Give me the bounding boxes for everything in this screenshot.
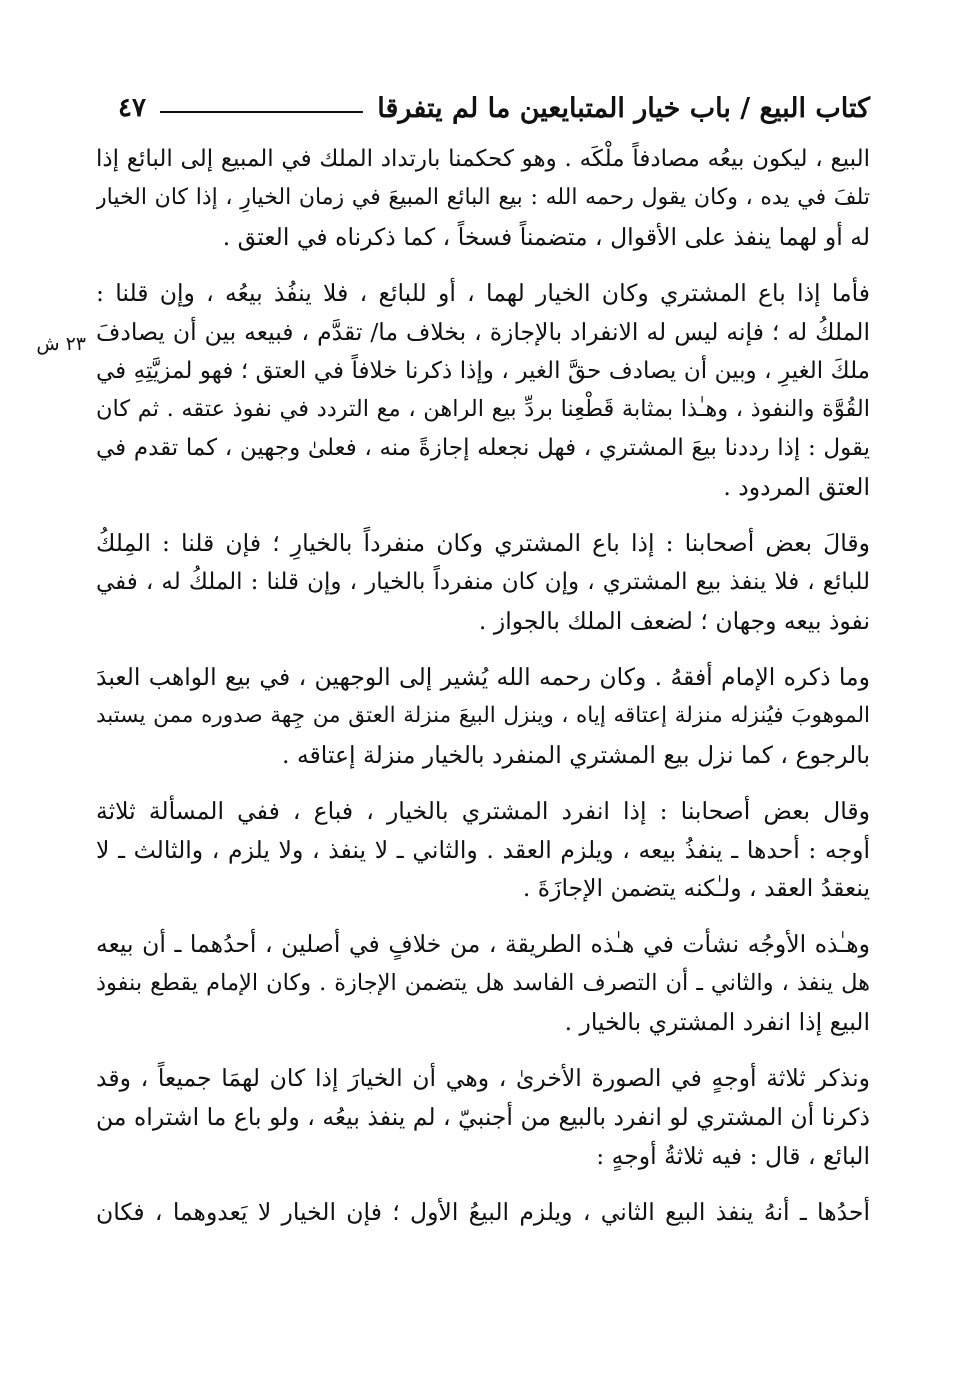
- text-line: هل ينفذ ، والثاني ـ أن التصرف الفاسد هل يتضمن الإجازة . وكان الإمام يقطع بنفوذ: [96, 970, 870, 997]
- text-line: له أو لهما ينفذ على الأقوال ، متضمناً فسخاً ، كما ذكرناه في العتق .: [222, 222, 870, 251]
- text-line: وما ذكره الإمام أفقهُ . وكان رحمه الله يُشير إلى الوجهين ، في بيع الواهب العبدَ: [96, 662, 870, 691]
- text-line: العتق المردود .: [723, 473, 870, 502]
- text-line: فأما إذا باع المشتري وكان الخيار لهما ، أو للبائع ، فلا ينفُذ بيعُه ، وإن قلنا :: [96, 278, 870, 307]
- text-line: يقول : إذا رددنا بيعَ المشتري ، فهل نجعله إجازةً منه ، فعلىٰ وجهين ، كما تقدم في: [96, 435, 870, 462]
- paragraph: [96, 658, 870, 775]
- text-line: تلفَ في يده ، وكان يقول رحمه الله : بيع البائع المبيعَ في زمان الخيارِ ، إذا كان الخيار: [96, 184, 870, 210]
- paragraph: [96, 524, 870, 641]
- text-line: البائع ، قال : فيه ثلاثةُ أوجهٍ :: [596, 1141, 870, 1170]
- text-line: البيع إذا انفرد المشتري بالخيار .: [564, 1008, 870, 1037]
- text-line: ينعقدُ العقد ، ولـٰكنه يتضمن الإجازَةَ .: [522, 874, 870, 903]
- running-header: [118, 86, 870, 130]
- text-line: وقالَ بعض أصحابنا : إذا باع المشتري وكان منفرداً بالخيارِ ؛ فإن قلنا : المِلكُ: [96, 529, 870, 558]
- text-line: البيع ، ليكون بيعُه مصادفاً ملْكَه . وهو كحكمنا بارتداد الملك في المبيع إلى البائع إذا: [96, 146, 870, 172]
- text-line: للبائع ، فلا ينفذ بيع المشتري ، وإن كان منفرداً بالخيار ، وإن قلنا : الملكُ له ، ففي: [96, 569, 870, 596]
- header-rule: [160, 111, 363, 113]
- paragraph: [96, 1193, 870, 1232]
- text-line: القُوَّة والنفوذ ، وهـٰذا بمثابة قَطْعِنا بردِّ بيع الراهن ، مع التردد في نفوذ عتقه . ثم كان: [96, 396, 870, 423]
- margin-folio-note: ٢٣ ش: [36, 333, 86, 355]
- text-line: أحدُها ـ أنهُ ينفذ البيع الثاني ، ويلزم البيعُ الأول ؛ فإن الخيار لا يَعدوهما ، فكان: [96, 1197, 870, 1226]
- paragraph: [96, 792, 870, 909]
- paragraph: [96, 1059, 870, 1176]
- body-text: [96, 140, 870, 1249]
- text-line: نفوذ بيعه وجهان ؛ لضعف الملك بالجواز .: [478, 606, 870, 635]
- paragraph: [96, 140, 870, 257]
- text-line: بالرجوع ، كما نزل بيع المشتري المنفرد بالخيار منزلة إعتاقه .: [282, 740, 870, 769]
- text-line: ملكَ الغيرِ ، وبين أن يصادف حقَّ الغير ، وإذا ذكرنا خلافاً في العتق ؛ فهو لمزيَّتِهِ في: [96, 357, 870, 384]
- text-line: أوجه : أحدها ـ ينفذُ بيعه ، ويلزم العقد . والثاني ـ لا ينفذ ، ولا يلزم ، والثالث ـ لا: [96, 835, 870, 864]
- text-line: ذكرنا أن المشتري لو انفرد بالبيع من أجنبيّ ، لم ينفذ بيعُه ، ولو باع ما اشتراه من: [96, 1102, 870, 1131]
- running-header-title: كتاب البيع / باب خيار المتبايعين ما لم يتفرقا: [377, 92, 870, 124]
- text-line: ونذكر ثلاثة أوجهٍ في الصورة الأخرىٰ ، وهي أن الخيارَ إذا كان لهمَا جميعاً ، وقد: [96, 1064, 870, 1093]
- text-line: وهـٰذه الأوجُه نشأت في هـٰذه الطريقة ، من خلافٍ في أصلين ، أحدُهما ـ أن بيعه: [96, 930, 870, 959]
- text-line: الموهوبَ فيُنزله منزلة إعتاقه إياه ، وينزل البيعَ منزلة العتق من جِهة صدوره ممن يستبد: [96, 702, 870, 728]
- paragraph: [96, 925, 870, 1042]
- page-number: ٤٧: [118, 93, 146, 123]
- paragraph: [96, 274, 870, 507]
- text-line: وقال بعض أصحابنا : إذا انفرد المشتري بالخيار ، فباع ، ففي المسألة ثلاثة: [96, 796, 870, 825]
- text-line: الملكُ له ؛ فإنه ليس له الانفراد بالإجازة ، بخلاف ما/ تقدَّم ، فبيعه بين أن يصادفَ: [96, 317, 870, 346]
